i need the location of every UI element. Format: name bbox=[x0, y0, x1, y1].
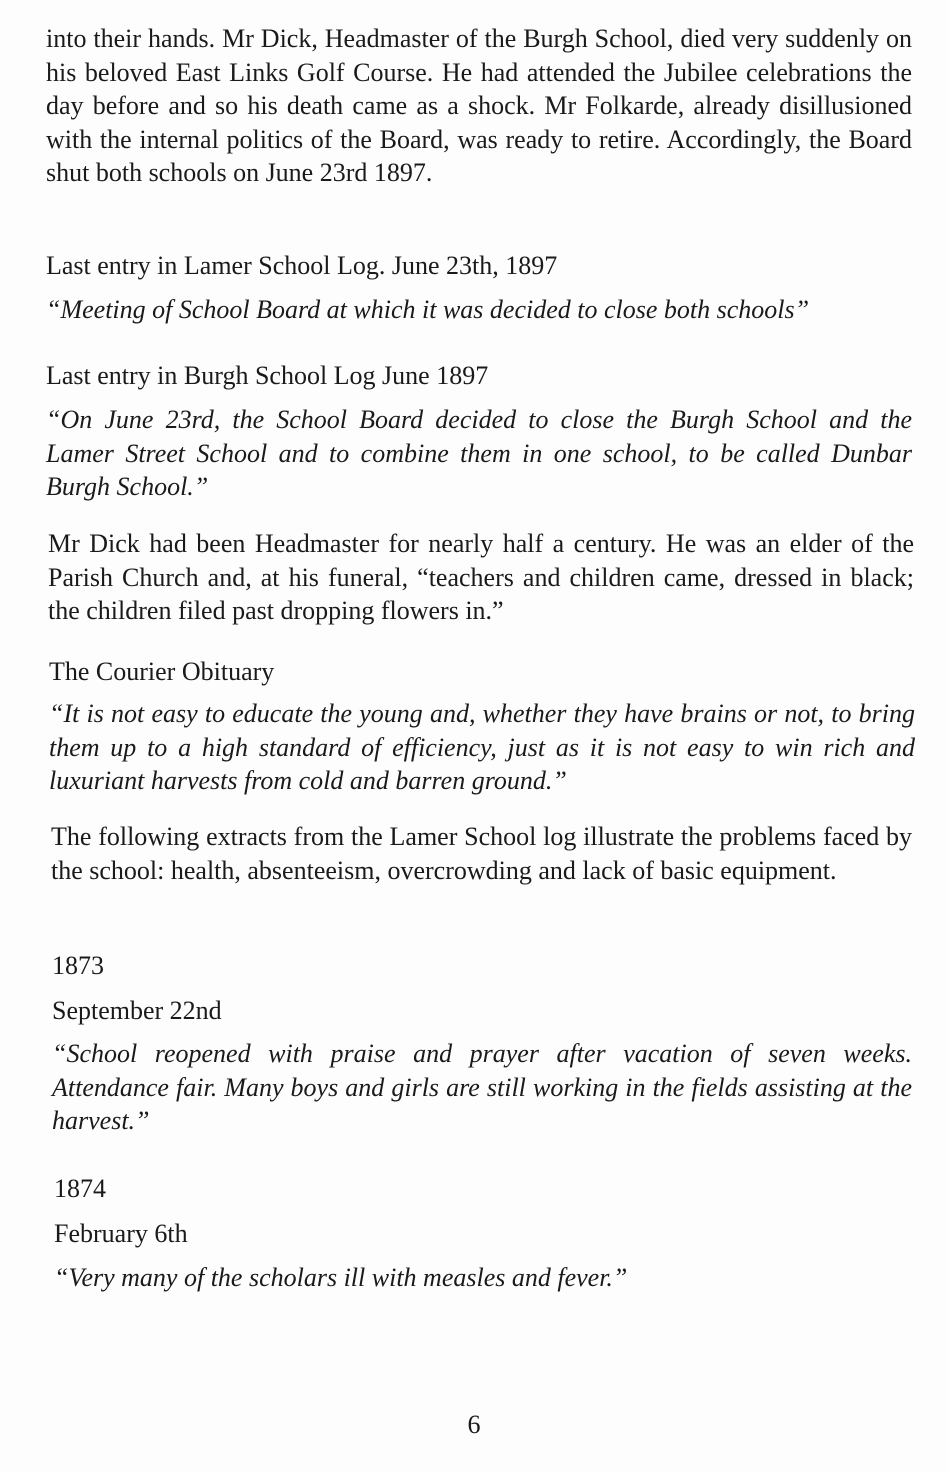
burgh-log-quote: “On June 23rd, the School Board decided to close the Burgh School and the Lamer Street School and to combine them in one school, to be called Dunbar Burgh School.” bbox=[46, 405, 912, 501]
courier-heading: The Courier Obituary bbox=[49, 657, 275, 686]
burgh-log-heading: Last entry in Burgh School Log June 1897 bbox=[46, 361, 489, 390]
lamer-log-heading: Last entry in Lamer School Log. June 23th, 1897 bbox=[46, 251, 558, 280]
entry-quote: “School reopened with praise and prayer after vacation of seven weeks. Attendance fair. Many boys and girls are still working in the fields assisting at the harvest.” bbox=[52, 1039, 912, 1135]
entry-date: February 6th bbox=[54, 1219, 188, 1248]
entry-quote: “Very many of the scholars ill with measles and fever.” bbox=[54, 1263, 628, 1292]
intro-paragraph: into their hands. Mr Dick, Headmaster of the Burgh School, died very suddenly on his beloved East Links Golf Course. He had attended the Jubilee celebrations the day before and so his death came as a shock. Mr Folkarde, already disillusioned with the internal politics of the Board, was ready to retire. Accordingly, the Board shut both schools on June 23rd 1897. bbox=[46, 24, 912, 187]
entry-date: September 22nd bbox=[52, 996, 222, 1025]
entry-year: 1873 bbox=[52, 951, 104, 980]
courier-quote: “It is not easy to educate the young and, whether they have brains or not, to bring them up to a high standard of efficiency, just as it is not easy to win rich and luxuriant harvests from cold and barren ground.” bbox=[49, 699, 915, 795]
entry-year: 1874 bbox=[54, 1174, 106, 1203]
extracts-paragraph: The following extracts from the Lamer School log illustrate the problems faced by the school: health, absenteeism, overcrowding and lack of basic equipment. bbox=[51, 822, 912, 885]
mr-dick-paragraph: Mr Dick had been Headmaster for nearly half a century. He was an elder of the Parish Church and, at his funeral, “teachers and children came, dressed in black; the children filed past dropping flowers in.” bbox=[48, 529, 914, 625]
lamer-log-quote: “Meeting of School Board at which it was decided to close both schools” bbox=[46, 295, 810, 324]
page-number: 6 bbox=[467, 1410, 481, 1439]
